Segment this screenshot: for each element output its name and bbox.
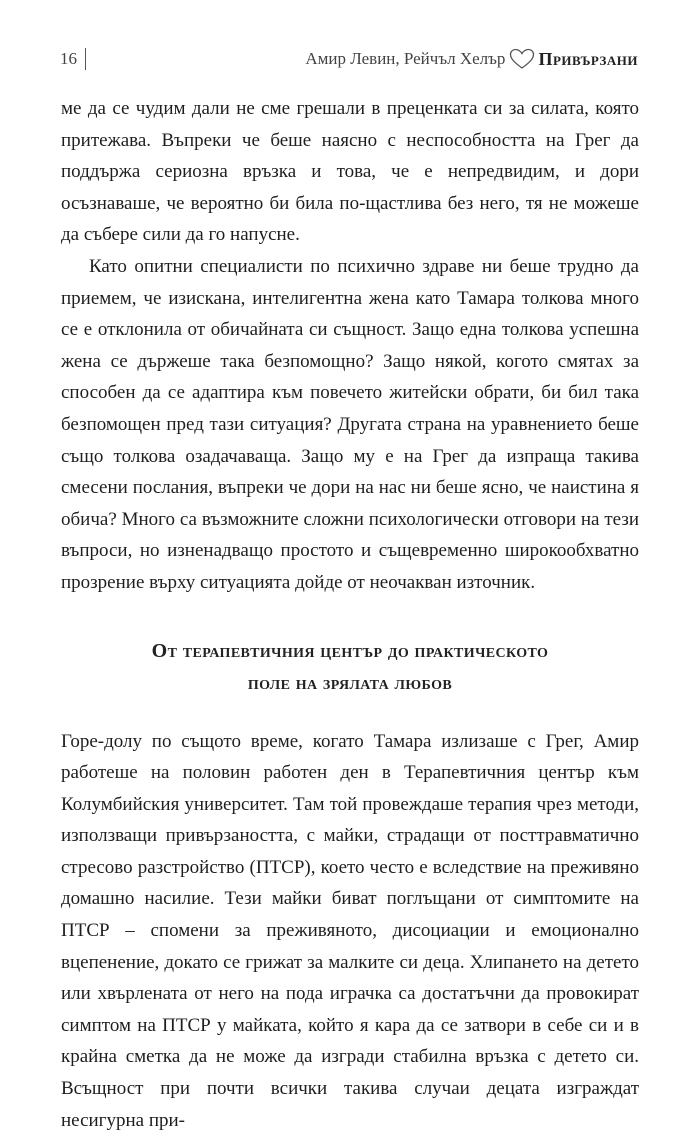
header-book-title: Привързани: [538, 49, 638, 70]
header-authors: Амир Левин, Рейчъл Хелър: [305, 49, 505, 69]
paragraph: ме да се чудим дали не сме грешали в преценката си за силата, която притежава. Въпреки че беше наясно с неспособността на Грег да поддържа сериозна връзка и това, че е непредвидим, и дори осъзнаваше, че вероятно би била по-щастлива без него, тя не можеше да събере сили да го напусне.: [61, 93, 639, 251]
heart-outline-icon: [509, 48, 535, 70]
page-body: [61, 93, 639, 1136]
section-heading: [61, 635, 639, 699]
section-heading-line: поле на зрялата любов: [61, 667, 639, 699]
header-divider: [85, 48, 86, 70]
paragraph: Като опитни специалисти по психично здраве ни беше трудно да приемем, че изискана, интелигентна жена като Тамара толкова много се е отклонила от обичайната си същност. Защо една толкова успешна жена се държеше така безпомощно? Защо някой, когото смятах за способен да се адаптира към повечето житейски обрати, би бил така безпомощен пред тази ситуация? Другата страна на уравнението беше също толкова озадачаваща. Защо му е на Грег да изпраща такива смесени послания, въпреки че дори на нас ни беше ясно, че наистина я обича? Много са възможните сложни психологически отговори на тези въпроси, но изненадващо простото и същевременно широкообхватно прозрение върху ситуацията дойде от неочакван източник.: [61, 251, 639, 599]
paragraph: Горе-долу по същото време, когато Тамара излизаше с Грег, Амир работеше на половин работен ден в Терапевтичния център към Колумбийския университет. Там той провеждаше терапия чрез методи, използващи привързаността, с майки, страдащи от посттравматично стресово разстройство (ПТСР), което често е вследствие на преживяно домашно насилие. Тези майки биват поглъщани от симптомите на ПТСР – спомени за преживяното, дисоциации и емоционално вцепенение, докато се грижат за малките си деца. Хлипането на детето или хвърлената от него на пода играчка са достатъчни да провокират симптом на ПТСР у майката, който я кара да се затвори в себе си и в крайна сметка да не може да изгради стабилна връзка с детето си. Всъщност при почти всички такива случаи децата изграждат несигурна при-: [61, 726, 639, 1136]
section-heading-line: От терапевтичния център до практическото: [61, 635, 639, 667]
running-header: [60, 44, 638, 74]
header-left: [60, 48, 86, 70]
page-number: 16: [60, 49, 77, 69]
header-right: [305, 48, 638, 70]
